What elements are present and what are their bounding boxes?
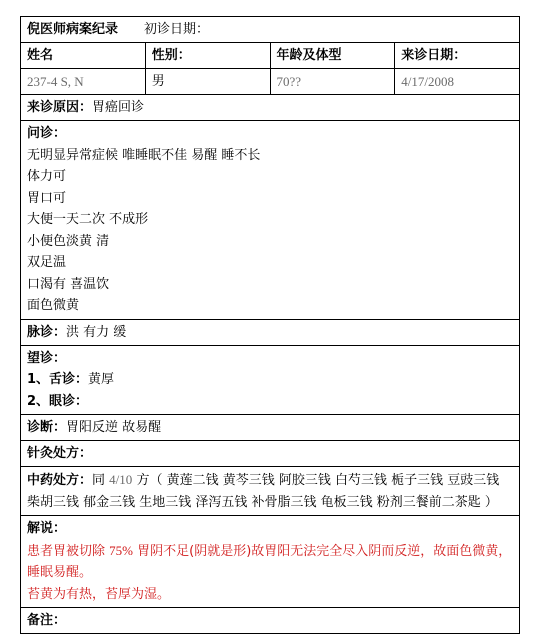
inquiry-line: 大便一天二次 不成形: [27, 212, 149, 227]
patient-sex: 男: [146, 69, 271, 94]
inquiry-line: 面色微黄: [27, 298, 80, 313]
inquiry-line: 体力可: [27, 169, 67, 184]
remarks-label: 备注：: [27, 613, 67, 628]
inquiry-label: 问诊：: [27, 126, 67, 141]
record-title: 倪医师病案纪录: [27, 22, 119, 37]
visit-date: 4/17/2008: [401, 74, 454, 89]
eye-label: 2、眼诊：: [27, 393, 89, 409]
patient-age: 70??: [271, 69, 396, 94]
acupuncture-row: [20, 440, 520, 466]
pulse-label: 脉诊：: [27, 324, 67, 340]
remarks-row: [20, 607, 520, 634]
explanation-label: 解说：: [27, 521, 67, 536]
herbal-same: 同: [92, 473, 106, 488]
herbal-formula: 方（ 黄莲二钱 黄芩三钱 阿胶三钱 白芍三钱 栀子三钱 豆豉三钱 柴胡三钱 郁金三钱 生地三钱 泽泻五钱 补骨脂三钱 龟板三钱 粉剂三餐前二茶匙 ）: [27, 473, 500, 510]
visit-date-header: 来诊日期：: [401, 48, 467, 63]
tongue-value: 黄厚: [88, 372, 115, 387]
herbal-date: 4/10: [109, 472, 133, 487]
reason-row: [20, 94, 520, 120]
pulse-value: 洪 有力 缓: [66, 324, 127, 340]
medical-record-form: [20, 16, 520, 634]
herbal-row: [20, 466, 520, 515]
herbal-label: 中药处方：: [27, 473, 93, 488]
reason-label: 来诊原因：: [27, 100, 93, 115]
inquiry-line: 胃口可: [27, 190, 67, 206]
diagnosis-row: [20, 414, 520, 440]
name-header: 姓名: [21, 43, 146, 68]
sex-header: 性别：: [146, 43, 271, 68]
explanation-text-2: 苔黄为有热，苔厚为湿。: [27, 586, 171, 602]
explanation-text-b: 胃阴不足(阴就是形)故胃阳无法完全尽入阴而反逆，故面色微黄，睡眠易醒。: [27, 543, 512, 580]
observation-label: 望诊：: [27, 350, 67, 366]
pulse-row: [20, 319, 520, 345]
inquiry-section: [20, 120, 520, 319]
explanation-section: [20, 515, 520, 607]
diagnosis-value: 胃阳反逆 故易醒: [66, 420, 162, 435]
first-visit-date-label: 初诊日期：: [144, 22, 210, 37]
inquiry-line: 口渴有 喜温饮: [27, 276, 110, 292]
explanation-text-a: 患者胃被切除: [27, 543, 106, 559]
diagnosis-label: 诊断：: [27, 420, 67, 435]
observation-section: [20, 345, 520, 415]
age-header: 年龄及体型: [271, 43, 396, 68]
inquiry-line: 双足温: [27, 255, 67, 270]
patient-values-row: [20, 68, 520, 94]
reason-value: 胃癌回诊: [92, 100, 145, 115]
patient-name: 237-4 S, N: [21, 69, 146, 94]
inquiry-line: 无明显异常症候 唯睡眠不佳 易醒 睡不长: [27, 147, 261, 163]
acupuncture-label: 针灸处方：: [27, 446, 93, 461]
patient-header-row: [20, 42, 520, 68]
inquiry-line: 小便色淡黄 清: [27, 233, 110, 249]
title-row: [20, 16, 520, 42]
tongue-label: 1、舌诊：: [27, 372, 89, 387]
explanation-percent: 75%: [109, 542, 133, 558]
